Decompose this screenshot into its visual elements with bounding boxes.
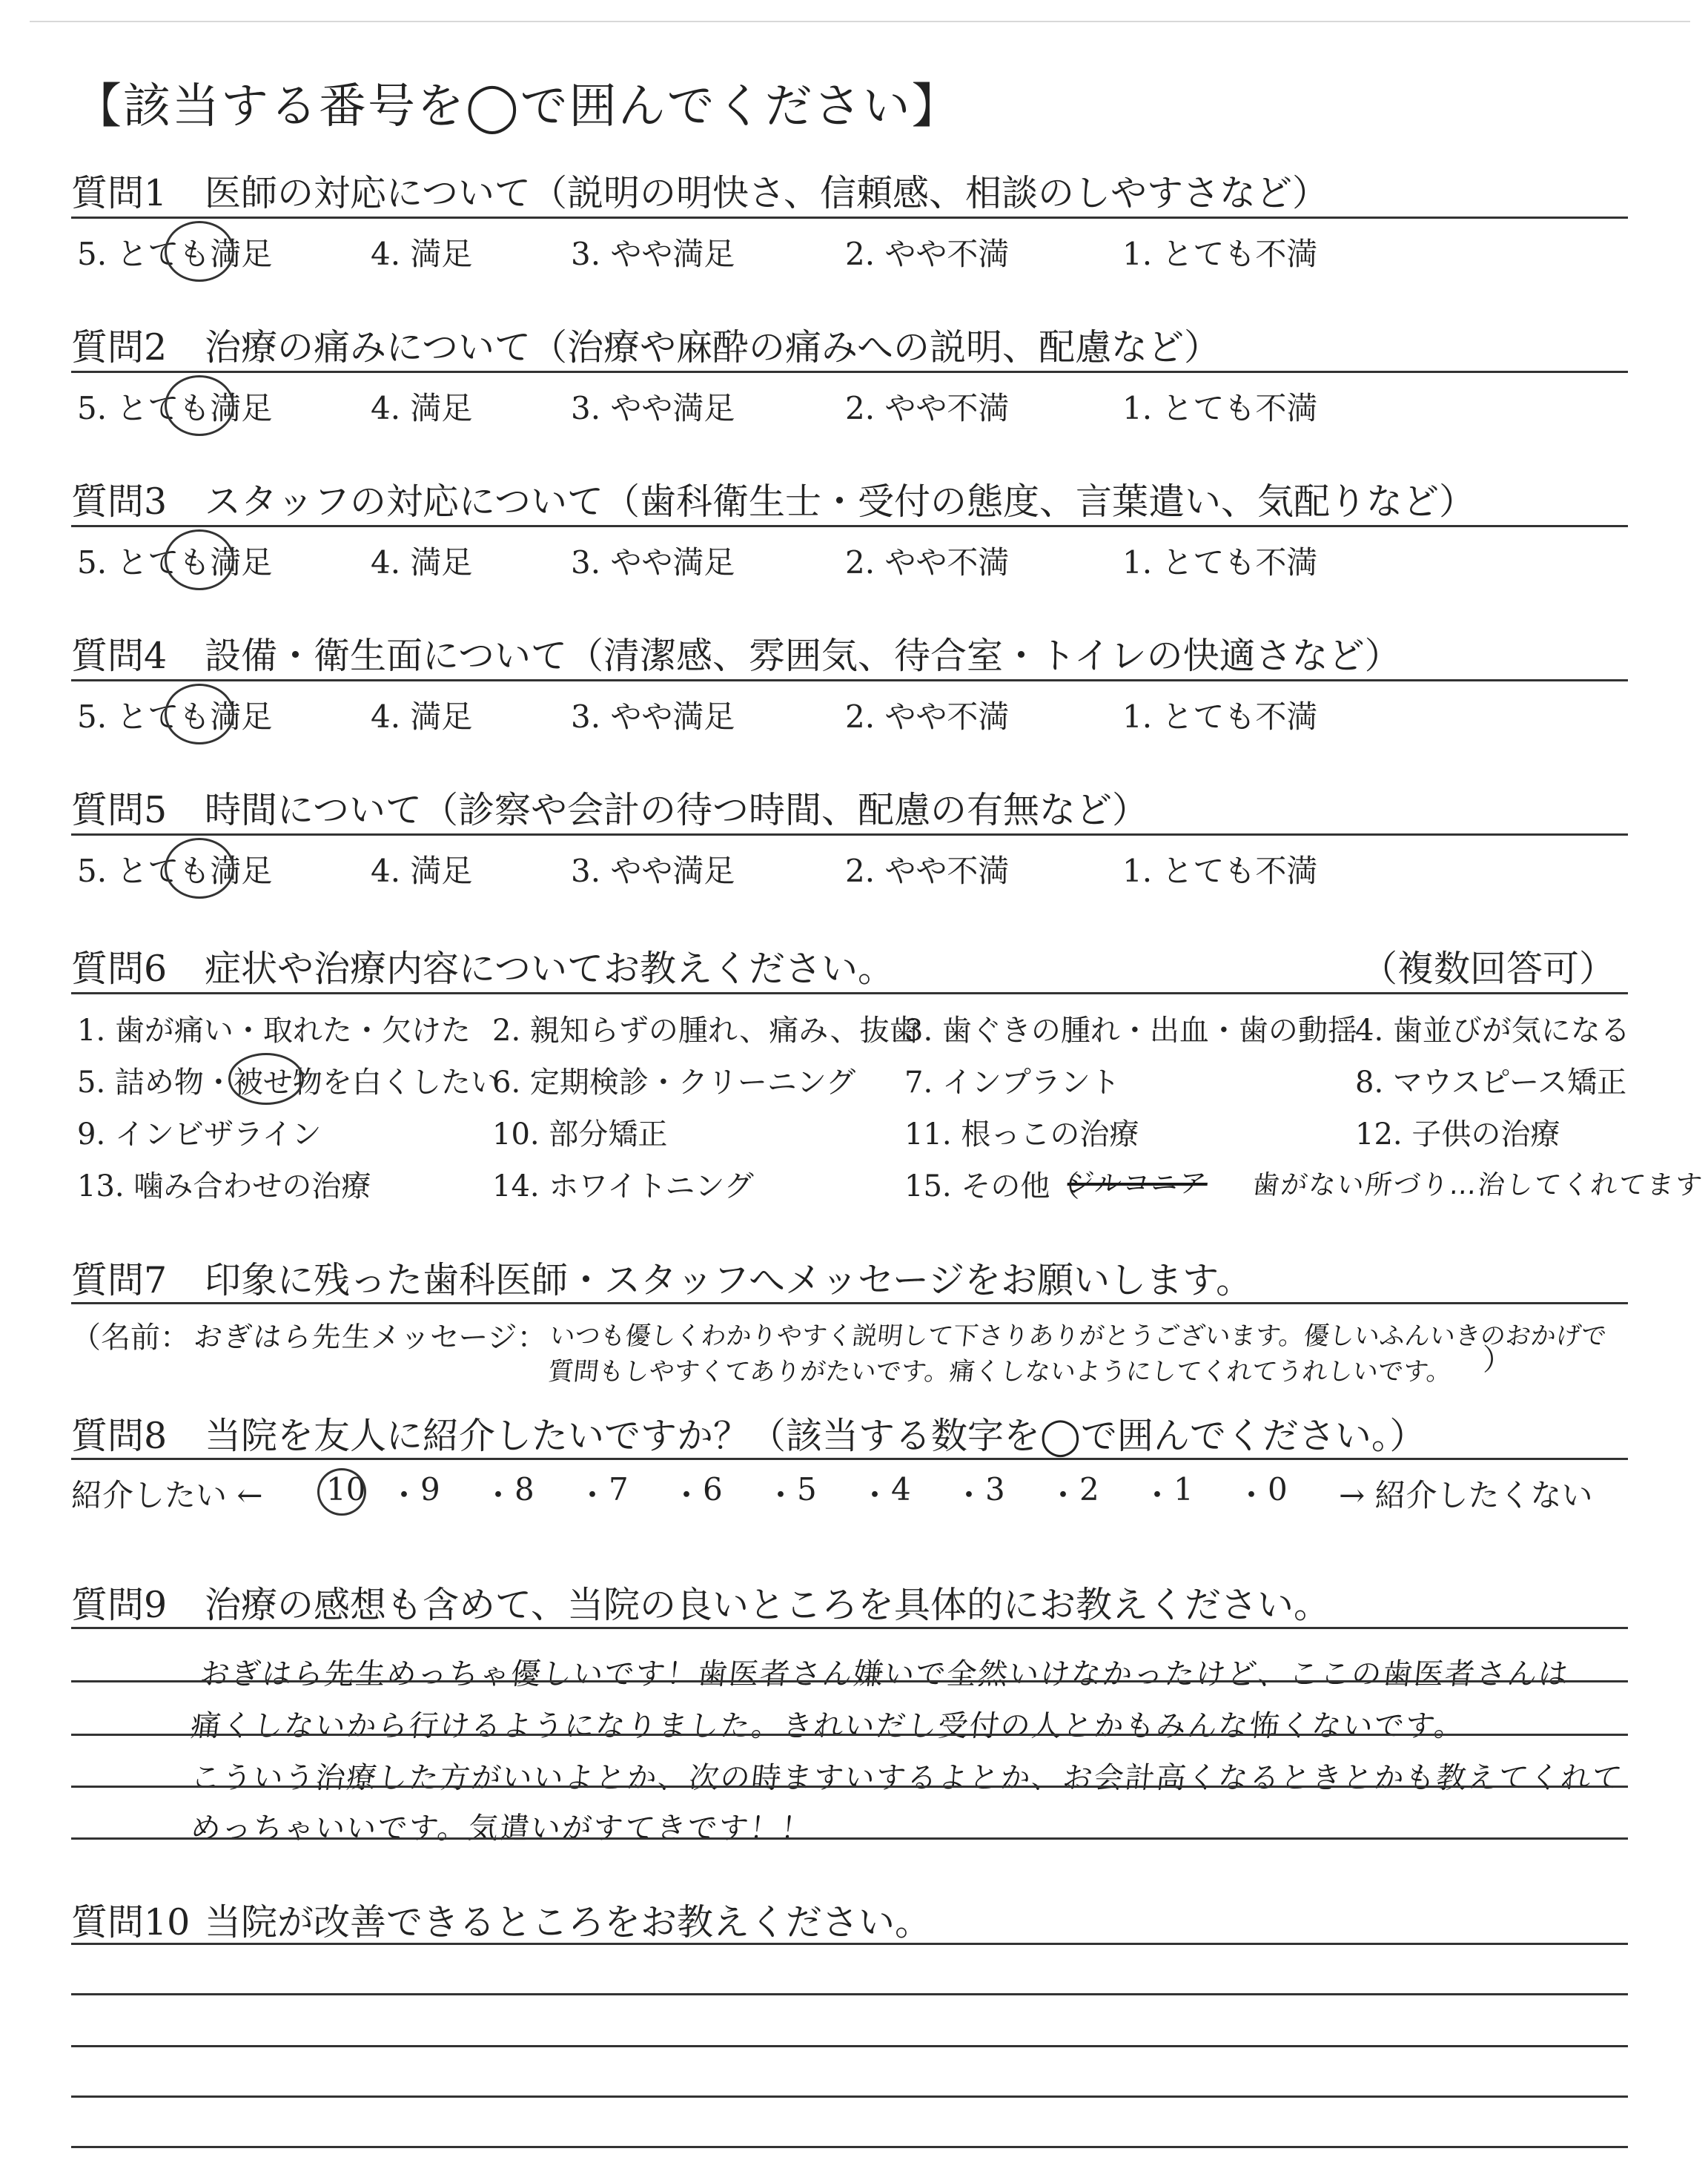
q4-title: 設備・衛生面について（清潔感、雰囲気、待合室・トイレの快適さなど） [205,635,1401,677]
q3-number: 質問3 [71,480,168,523]
q4-option-5[interactable]: 5. とても満足 [77,698,273,735]
q6-item-8[interactable]: 8. マウスピース矯正 [1355,1066,1627,1100]
q7-message-line2: 質問もしやすくてありがたいです。痛くしないようにしてくれてうれしいです。 [546,1357,1454,1387]
q6-item-12[interactable]: 12. 子供の治療 [1355,1117,1560,1152]
q6-item-7[interactable]: 7. インプラント [904,1066,1120,1100]
q3-option-2[interactable]: 2. やや不満 [845,544,1010,581]
q6-other-struck: ジルコニア [1065,1169,1209,1199]
q7-close-paren: ） [1483,1343,1512,1377]
q2-title-row [71,319,1220,371]
q5-option-5[interactable]: 5. とても満足 [77,853,273,889]
q9-line-3: こういう治療した方がいいよとか、次の時ますいするよとか、お会計高くなるときとかも教えてくれて [189,1761,1626,1795]
q9-title-row [71,1576,1330,1628]
q8-scale-3[interactable]: 3 [985,1471,1005,1507]
q9-line-1: おぎはら先生めっちゃ優しいです！歯医者さん嫌いで全然いけなかったけど、ここの歯医者さんは [198,1657,1572,1691]
q8-number: 質問8 [71,1415,168,1457]
q8-hand-circle [317,1468,366,1516]
q7-title-row [71,1252,1252,1304]
q9-title: 治療の感想も含めて、当院の良いところを具体的にお教えください。 [205,1584,1331,1626]
q8-right-label: → 紹介したくない [1339,1477,1593,1513]
q4-option-4[interactable]: 4. 満足 [371,698,473,735]
q5-option-3[interactable]: 3. やや満足 [571,853,735,889]
q3-rule [71,525,1628,527]
q8-scale-separator: ・ [1047,1477,1079,1513]
q1-option-5[interactable]: 5. とても満足 [77,236,273,272]
q2-rule [71,371,1628,373]
q6-rule [71,992,1628,994]
q10-title-row [71,1894,931,1946]
q5-option-1[interactable]: 1. とても不満 [1122,853,1318,889]
q2-hand-circle [165,375,234,436]
q10-rule-0 [71,1943,1628,1945]
q8-scale-separator: ・ [671,1477,703,1513]
q2-title: 治療の痛みについて（治療や麻酔の痛みへの説明、配慮など） [205,326,1221,369]
q6-item-2[interactable]: 2. 親知らずの腫れ、痛み、抜歯 [492,1014,919,1048]
q9-rule-2 [71,1734,1628,1736]
q6-item-14[interactable]: 14. ホワイトニング [492,1169,754,1203]
q1-option-3[interactable]: 3. やや満足 [571,236,735,272]
q6-hand-circle [228,1053,304,1105]
q5-option-4[interactable]: 4. 満足 [371,853,473,889]
q1-option-4[interactable]: 4. 満足 [371,236,473,272]
q1-number: 質問1 [71,172,168,214]
q1-rule [71,217,1628,219]
q4-option-3[interactable]: 3. やや満足 [571,698,735,735]
q9-line-2: 痛くしないから行けるようになりました。きれいだし受付の人とかもみんな怖くないです。 [189,1709,1467,1743]
q9-line-4: めっちゃいいです。気遣いがすてきです！！ [189,1811,814,1846]
page-top-border [30,21,1690,22]
q6-number: 質問6 [71,948,168,990]
q3-hand-circle [165,529,234,590]
q8-title: 当院を友人に紹介したいですか？（該当する数字を◯で囲んでください。） [205,1415,1426,1457]
q3-option-3[interactable]: 3. やや満足 [571,544,735,581]
q8-rule [71,1458,1628,1460]
q8-scale-separator: ・ [1142,1477,1174,1513]
q6-item-1[interactable]: 1. 歯が痛い・取れた・欠けた [77,1014,471,1048]
q8-scale-separator: ・ [483,1477,514,1513]
q6-item-3[interactable]: 3. 歯ぐきの腫れ・出血・歯の動揺 [904,1014,1357,1048]
q8-scale-8[interactable]: 8 [514,1471,534,1507]
q8-scale-9[interactable]: 9 [420,1471,440,1507]
q8-title-row [71,1407,1426,1459]
q7-title: 印象に残った歯科医師・スタッフへメッセージをお願いします。 [205,1259,1253,1301]
q5-option-2[interactable]: 2. やや不満 [845,853,1010,889]
q9-number: 質問9 [71,1584,168,1626]
q6-title: 症状や治療内容についてお教えください。 [205,948,895,990]
q1-option-1[interactable]: 1. とても不満 [1122,236,1318,272]
q2-option-3[interactable]: 3. やや満足 [571,390,735,426]
q7-name-value: おぎはら先生 [192,1321,374,1353]
q10-rule-1 [71,1993,1628,1995]
q3-option-1[interactable]: 1. とても不満 [1122,544,1318,581]
q9-rule-4 [71,1837,1628,1840]
q5-hand-circle [165,838,234,899]
q9-rule-1 [71,1680,1628,1682]
q4-option-1[interactable]: 1. とても不満 [1122,698,1318,735]
q6-other-text: 歯がない所づり…治してくれてます [1251,1170,1705,1200]
q1-hand-circle [165,221,234,282]
q8-scale-separator: ・ [859,1477,891,1513]
q6-item-6[interactable]: 6. 定期検診・クリーニング [492,1066,856,1100]
q6-note: （複数回答可） [1361,948,1616,990]
q8-scale-1[interactable]: 1 [1174,1471,1194,1507]
q3-title: スタッフの対応について（歯科衛生士・受付の態度、言葉遣い、気配りなど） [205,480,1476,523]
q1-title: 医師の対応について（説明の明快さ、信頼感、相談のしやすさなど） [205,172,1329,214]
q3-option-4[interactable]: 4. 満足 [371,544,473,581]
q8-scale-0[interactable]: 0 [1268,1471,1288,1507]
q3-title-row [71,473,1475,525]
q8-scale-separator: ・ [1236,1477,1268,1513]
q6-item-4[interactable]: 4. 歯並びが気になる [1355,1014,1630,1048]
q5-rule [71,833,1628,836]
q8-scale-separator: ・ [765,1477,797,1513]
q4-option-2[interactable]: 2. やや不満 [845,698,1010,735]
q10-rule-3 [71,2095,1628,2098]
q5-number: 質問5 [71,789,168,831]
q1-title-row [71,165,1328,217]
q1-option-2[interactable]: 2. やや不満 [845,236,1010,272]
q8-scale-10[interactable]: 10 [326,1471,366,1507]
q8-scale-2[interactable]: 2 [1079,1471,1099,1507]
q4-rule [71,679,1628,681]
q6-item-10[interactable]: 10. 部分矯正 [492,1117,668,1152]
q8-scale-separator: ・ [953,1477,985,1513]
q8-scale-5[interactable]: 5 [797,1471,817,1507]
q3-option-5[interactable]: 5. とても満足 [77,544,273,581]
q6-item-5[interactable]: 5. 詰め物・被せ物を白くしたい [77,1066,500,1100]
q2-option-2[interactable]: 2. やや不満 [845,390,1010,426]
q2-option-5[interactable]: 5. とても満足 [77,390,273,426]
q4-hand-circle [165,684,234,744]
q2-number: 質問2 [71,326,168,369]
q8-scale-4[interactable]: 4 [891,1471,911,1507]
q10-number: 質問10 [71,1901,191,1943]
q6-item-15[interactable]: 15. その他（ [904,1169,1080,1203]
q2-option-4[interactable]: 4. 満足 [371,390,473,426]
q10-rule-2 [71,2045,1628,2047]
q10-rule-4 [71,2146,1628,2148]
q7-rule [71,1302,1628,1304]
q6-item-13[interactable]: 13. 噛み合わせの治療 [77,1169,371,1203]
q6-title-row [71,940,894,992]
page-header: 【該当する番号を◯で囲んでください】 [74,79,961,134]
q8-scale-separator: ・ [577,1477,609,1513]
q7-number: 質問7 [71,1259,168,1301]
q7-message-label: メッセージ： [371,1321,547,1355]
q9-rule-0 [71,1627,1628,1629]
q8-scale-separator: ・ [388,1477,420,1513]
q4-number: 質問4 [71,635,168,677]
q7-name-label: （名前： [71,1321,190,1355]
q6-item-9[interactable]: 9. インビザライン [77,1117,322,1152]
q4-title-row [71,627,1401,679]
q10-title: 当院が改善できるところをお教えください。 [205,1901,932,1943]
q8-left-label: 紹介したい ← [71,1477,263,1513]
q8-scale-7[interactable]: 7 [609,1471,629,1507]
q7-message-line1: いつも優しくわかりやすく説明して下さりありがとうございます。優しいふんいきのおかげで [548,1321,1609,1351]
q6-item-11[interactable]: 11. 根っこの治療 [904,1117,1139,1152]
q5-title-row [71,782,1148,833]
q9-rule-3 [71,1786,1628,1788]
q8-scale-6[interactable]: 6 [703,1471,723,1507]
q2-option-1[interactable]: 1. とても不満 [1122,390,1318,426]
q5-title: 時間について（診察や会計の待つ時間、配慮の有無など） [205,789,1149,831]
